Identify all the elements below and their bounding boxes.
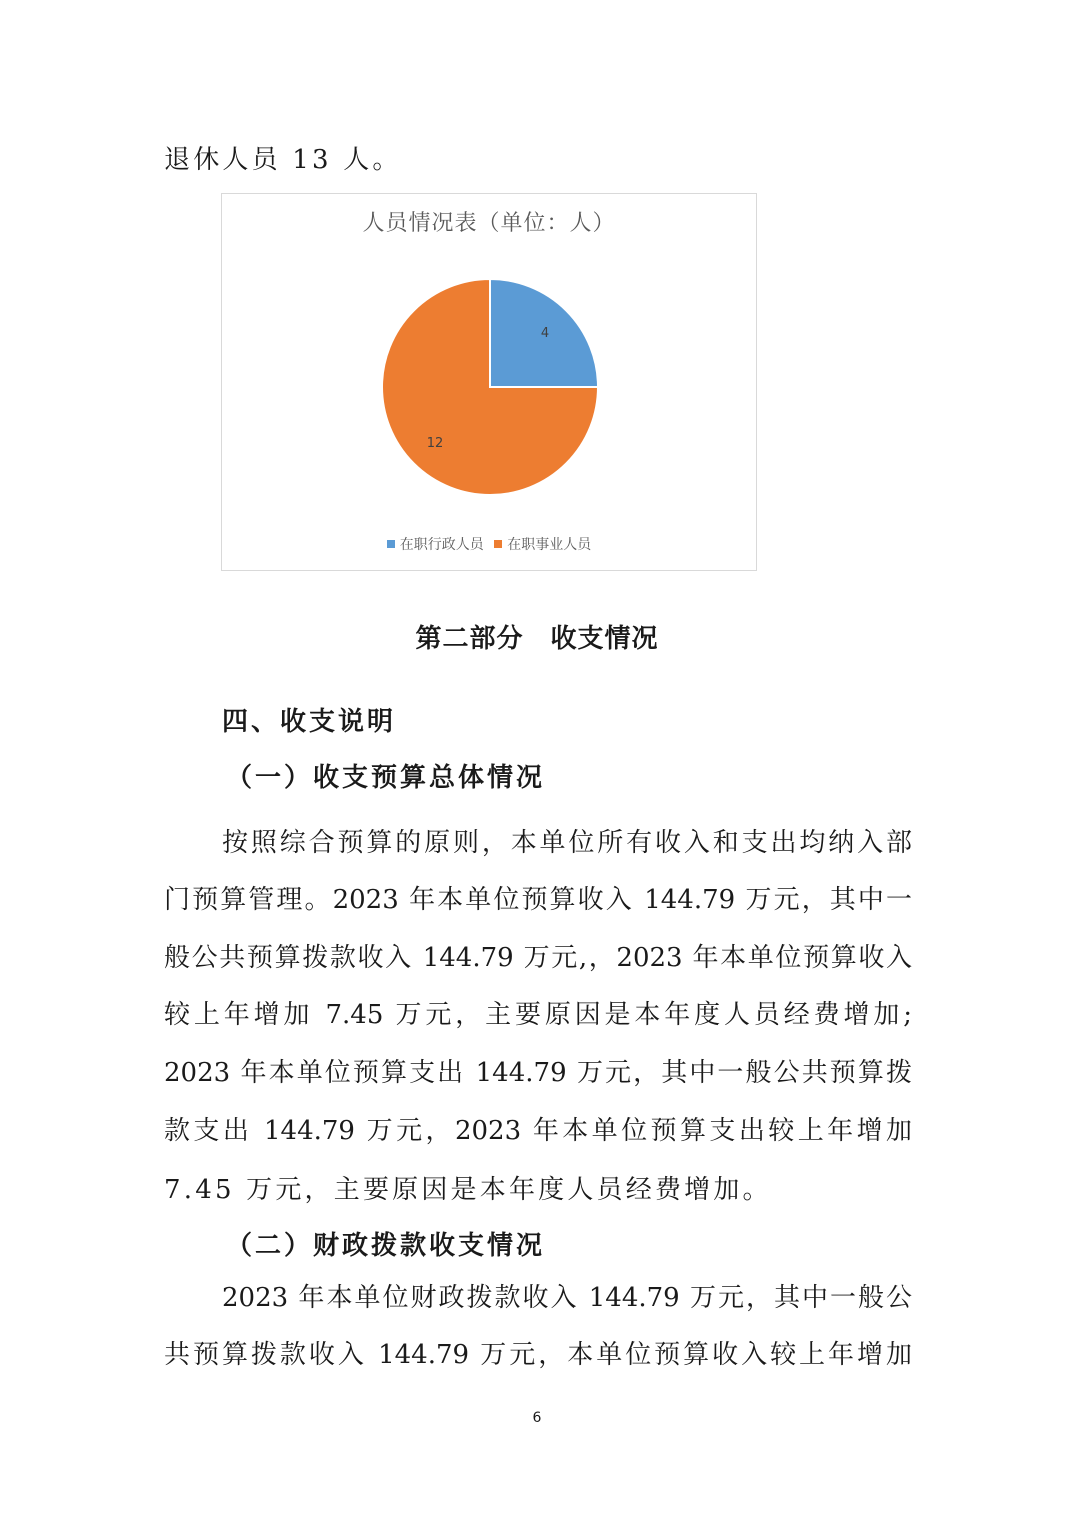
paragraph-line: 门预算管理。2023 年本单位预算收入 144.79 万元，其中一 <box>164 885 912 915</box>
paragraph-line: 按照综合预算的原则，本单位所有收入和支出均纳入部 <box>222 828 912 858</box>
paragraph-line: 款支出 144.79 万元，2023 年本单位预算支出较上年增加 <box>164 1116 912 1146</box>
heading-budget-overview: （一）收支预算总体情况 <box>226 763 546 793</box>
staff-pie-chart <box>221 193 757 571</box>
intro-line: 退休人员 13 人。 <box>164 145 402 175</box>
heading-income-expense: 四、收支说明 <box>222 707 397 737</box>
paragraph-line: 2023 年本单位财政拨款收入 144.79 万元，其中一般公 <box>222 1283 912 1313</box>
legend-item-institution <box>494 534 591 554</box>
heading-fiscal-allocation: （二）财政拨款收支情况 <box>226 1231 546 1261</box>
pie-chart-svg <box>222 194 758 572</box>
legend-swatch-admin <box>387 540 395 548</box>
pie-data-label: 12 <box>426 435 444 451</box>
legend-label-institution: 在职事业人员 <box>507 537 592 553</box>
legend-label-admin: 在职行政人员 <box>399 537 484 553</box>
chart-legend <box>222 534 756 554</box>
legend-swatch-institution <box>494 540 502 548</box>
paragraph-line: 7.45 万元，主要原因是本年度人员经费增加。 <box>164 1175 772 1205</box>
paragraph-line: 共预算拨款收入 144.79 万元，本单位预算收入较上年增加 <box>164 1340 912 1370</box>
paragraph-line: 2023 年本单位预算支出 144.79 万元，其中一般公共预算拨 <box>164 1058 912 1088</box>
chart-title: 人员情况表（单位：人） <box>362 211 616 236</box>
paragraph-line: 般公共预算拨款收入 144.79 万元,，2023 年本单位预算收入 <box>164 943 912 973</box>
section-title: 第二部分 收支情况 <box>415 624 659 654</box>
pie-data-label: 4 <box>540 326 550 342</box>
legend-item-admin <box>387 534 484 554</box>
page-number: 6 <box>532 1410 542 1426</box>
paragraph-line: 较上年增加 7.45 万元，主要原因是本年度人员经费增加; <box>164 1000 912 1030</box>
